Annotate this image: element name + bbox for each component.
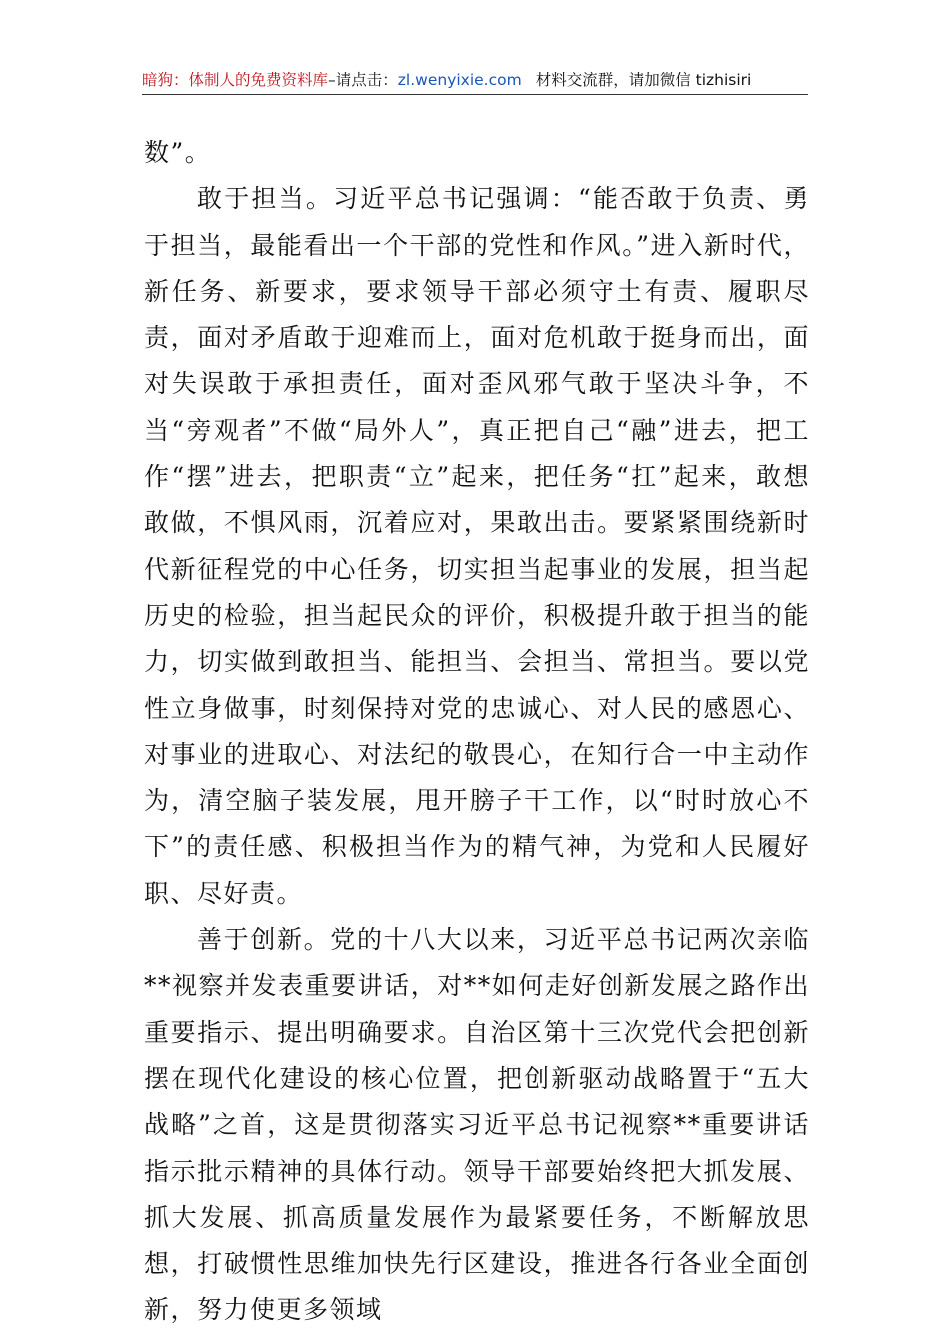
page-header [142, 68, 808, 96]
document-body [144, 130, 810, 1334]
header-link[interactable]: zl.wenyixie.com [397, 71, 522, 89]
paragraph-good-at-innovation: 善于创新。党的十八大以来，习近平总书记两次亲临**视察并发表重要讲话，对**如何走好创新发展之路作出重要指示、提出明确要求。自治区第十三次党代会把创新摆在现代化建设的核心位置，把创新驱动战略置于“五大战略”之首，这是贯彻落实习近平总书记视察**重要讲话指示批示精神的具体行动。领导干部要始终把大抓发展、抓大发展、抓高质量发展作为最紧要任务，不断解放思想，打破惯性思维加快先行区建设，推进各行各业全面创新，努力使更多领域 [144, 925, 810, 1325]
header-divider [142, 94, 808, 95]
paragraph-dare-to-take-responsibility: 敢于担当。习近平总书记强调：“能否敢于负责、勇于担当，最能看出一个干部的党性和作风。”进入新时代，新任务、新要求，要求领导干部必须守土有责、履职尽责，面对矛盾敢于迎难而上，面对危机敢于挺身而出，面对失误敢于承担责任，面对歪风邪气敢于坚决斗争，不当“旁观者”不做“局外人”，真正把自己“融”进去，把工作“摆”进去，把职责“立”起来，把任务“扛”起来，敢想敢做，不惧风雨，沉着应对，果敢出击。要紧紧围绕新时代新征程党的中心任务，切实担当起事业的发展，担当起历史的检验，担当起民众的评价，积极提升敢于担当的能力，切实做到敢担当、能担当、会担当、常担当。要以党性立身做事，时刻保持对党的忠诚心、对人民的感恩心、对事业的进取心、对法纪的敬畏心，在知行合一中主动作为，清空脑子装发展，甩开膀子干工作，以“时时放心不下”的责任感、积极担当作为的精气神，为党和人民履好职、尽好责。 [144, 184, 810, 908]
paragraph-continuation: 数”。 [144, 138, 212, 167]
header-brand[interactable]: 暗狗：体制人的免费资料库 [142, 71, 329, 89]
header-wechat-note: 材料交流群，请加微信 tizhisiri [535, 71, 752, 89]
header-separator: –请点击： [328, 71, 398, 89]
